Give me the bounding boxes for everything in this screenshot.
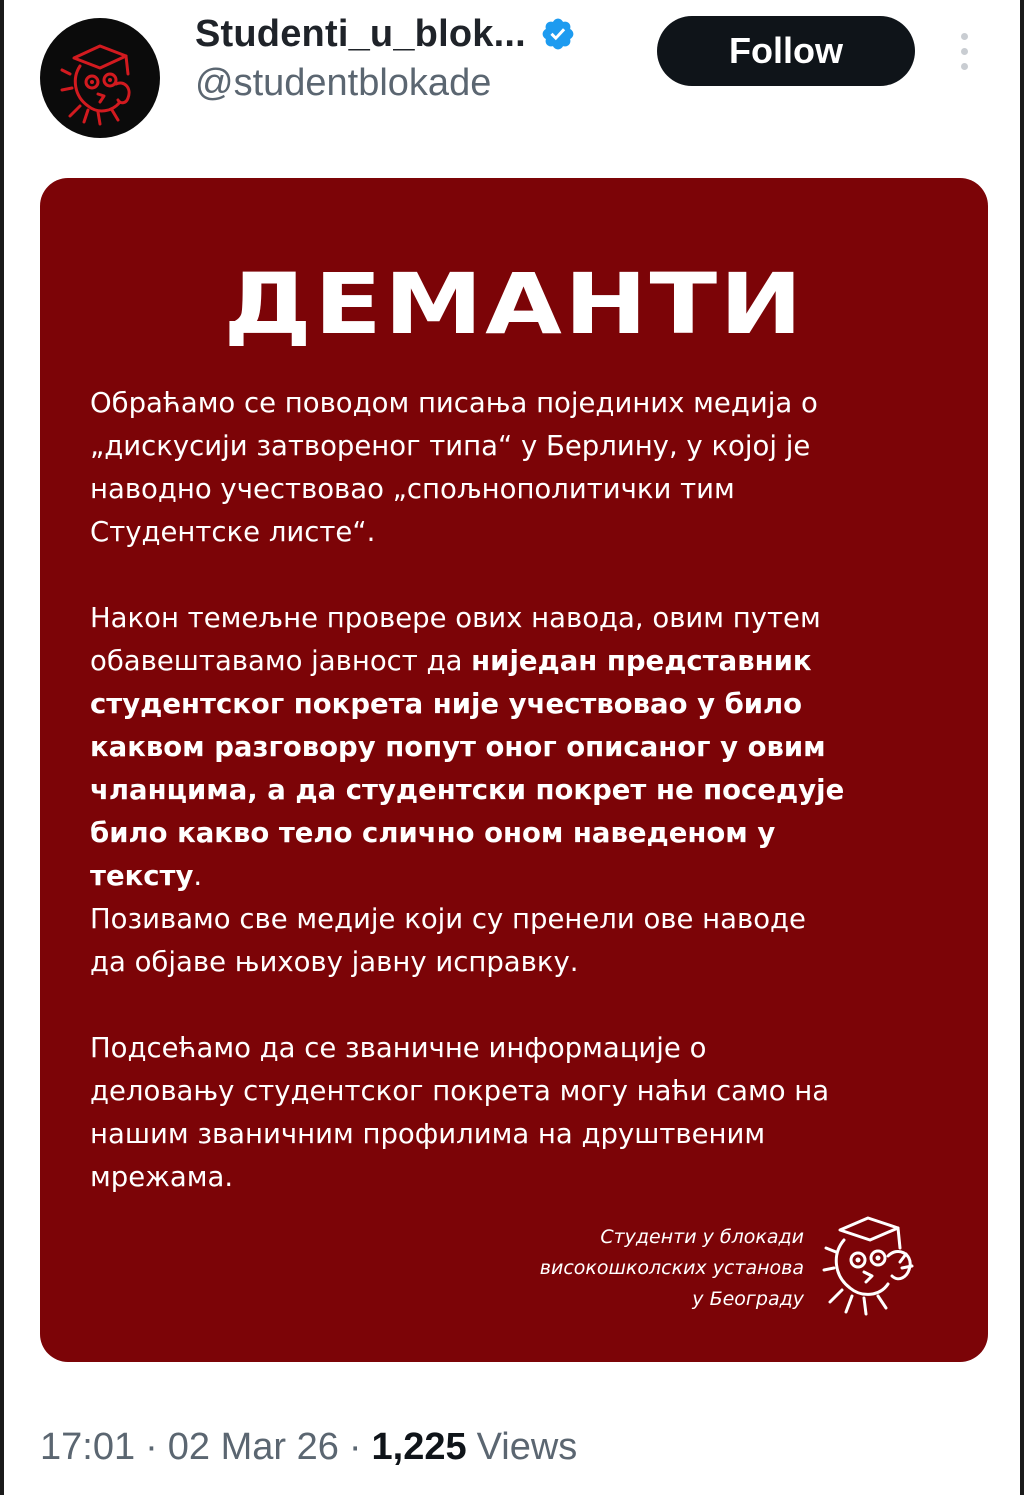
post-date[interactable]: 02 Mar 26	[167, 1425, 339, 1468]
right-edge	[1020, 0, 1024, 1495]
separator: ·	[145, 1425, 158, 1468]
display-name-text[interactable]: Studenti_u_blok...	[195, 12, 526, 55]
paragraph-bold-text: било какво тело слично оном наведеном у	[90, 817, 776, 849]
signature-line: у Београду	[692, 1288, 804, 1310]
signature	[540, 1222, 804, 1315]
statement-paragraph-4	[90, 1027, 940, 1199]
student-blockade-logo-icon	[818, 1208, 930, 1320]
statement-title: ДЕМАНТИ	[223, 255, 805, 353]
left-edge	[0, 0, 4, 1495]
paragraph-text: .	[193, 860, 203, 892]
paragraph-line: Позивамо све медије који су пренели ове наводе	[90, 903, 806, 935]
paragraph-line	[90, 683, 940, 726]
paragraph-line: нашим званичним профилима на друштвеним	[90, 1118, 766, 1150]
more-vertical-icon[interactable]	[944, 26, 984, 76]
handle[interactable]: @studentblokade	[195, 62, 492, 104]
display-name[interactable]	[195, 12, 576, 56]
paragraph-line: наводно учествовао „спољнополитички тим	[90, 473, 735, 505]
tweet-meta	[40, 1422, 577, 1472]
more-dot	[961, 33, 968, 40]
paragraph-line	[90, 812, 940, 855]
more-dot	[961, 48, 968, 55]
paragraph-line: Обраћамо се поводом писања појединих медија о	[90, 387, 818, 419]
paragraph-line: „дискусији затвореног типа“ у Берлину, у којој је	[90, 430, 811, 462]
paragraph-text: обавештавамо јавност да	[90, 645, 472, 677]
paragraph-bold-text: чланцима, а да студентски покрет не поседује	[90, 774, 845, 806]
paragraph-line: Студентске листе“.	[90, 516, 376, 548]
paragraph-bold-text: ниједан представник	[471, 645, 812, 677]
paragraph-line: Подсећамо да се званичне информације о	[90, 1032, 707, 1064]
post-time[interactable]: 17:01	[40, 1425, 136, 1468]
paragraph-bold-text: тексту	[90, 860, 194, 892]
avatar[interactable]	[40, 18, 160, 138]
views-label: Views	[476, 1425, 578, 1468]
paragraph-line	[90, 640, 940, 683]
statement-paragraph-2	[90, 597, 940, 984]
more-dot	[961, 63, 968, 70]
paragraph-line: да објаве њихову јавну исправку.	[90, 946, 579, 978]
signature-line: високошколских установа	[539, 1257, 804, 1279]
paragraph-bold-text: каквом разговору попут оног описаног у овим	[90, 731, 826, 763]
paragraph-line	[90, 855, 940, 898]
paragraph-line: мрежама.	[90, 1161, 234, 1193]
paragraph-line	[90, 726, 940, 769]
paragraph-line: Након темељне провере ових навода, овим путем	[90, 602, 821, 634]
separator: ·	[348, 1425, 362, 1468]
paragraph-line	[90, 769, 940, 812]
signature-line: Студенти у блокади	[600, 1226, 804, 1248]
follow-button[interactable]: Follow	[657, 16, 915, 86]
paragraph-bold-text: студентског покрета није учествовао у било	[90, 688, 803, 720]
statement-paragraph-1	[90, 382, 940, 554]
views-count: 1,225	[371, 1425, 467, 1468]
paragraph-line: деловању студентског покрета могу наћи само на	[90, 1075, 830, 1107]
student-blockade-logo-icon	[40, 18, 160, 138]
verified-badge-icon	[540, 16, 576, 52]
